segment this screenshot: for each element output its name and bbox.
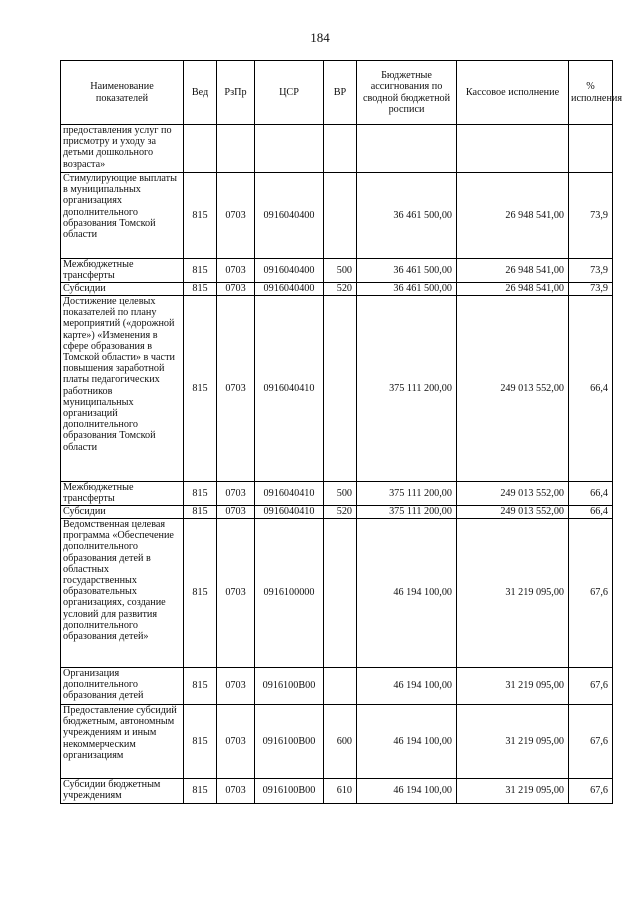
table-row bbox=[61, 506, 613, 519]
row-assignments: 46 194 100,00 bbox=[357, 668, 457, 705]
row-rzpr: 0703 bbox=[217, 506, 255, 519]
row-assignments: 36 461 500,00 bbox=[357, 173, 457, 259]
row-csr: 0916040410 bbox=[255, 482, 324, 506]
row-ved: 815 bbox=[184, 482, 217, 506]
row-percent: 66,4 bbox=[569, 506, 613, 519]
row-cash: 26 948 541,00 bbox=[457, 283, 569, 296]
row-vr: 500 bbox=[324, 259, 357, 283]
row-name: Ведомственная целевая программа «Обеспечение дополнительного образования детей в областных государственных образовательных организациях, создание условий для развития дополнительного образования детей» bbox=[61, 519, 184, 668]
table-row bbox=[61, 296, 613, 482]
header-name: Наименование показателей bbox=[61, 61, 184, 125]
row-csr bbox=[255, 125, 324, 173]
row-ved: 815 bbox=[184, 173, 217, 259]
row-rzpr bbox=[217, 125, 255, 173]
header-cash-execution: Кассовое исполнение bbox=[457, 61, 569, 125]
row-rzpr: 0703 bbox=[217, 705, 255, 779]
row-ved: 815 bbox=[184, 779, 217, 804]
header-percent: % исполнения bbox=[569, 61, 613, 125]
row-vr bbox=[324, 668, 357, 705]
row-rzpr: 0703 bbox=[217, 283, 255, 296]
table-row bbox=[61, 705, 613, 779]
row-name: Достижение целевых показателей по плану мероприятий («дорожной карте») «Изменения в сфере образования в Томской области» в части повышения заработной платы педагогических работников муниципальных организаций дополнительного образования Томской области bbox=[61, 296, 184, 482]
table-row bbox=[61, 125, 613, 173]
row-percent: 73,9 bbox=[569, 259, 613, 283]
row-percent: 67,6 bbox=[569, 705, 613, 779]
row-name: Субсидии bbox=[61, 506, 184, 519]
table-row bbox=[61, 668, 613, 705]
row-rzpr: 0703 bbox=[217, 668, 255, 705]
row-csr: 0916100В00 bbox=[255, 668, 324, 705]
row-percent: 67,6 bbox=[569, 519, 613, 668]
header-ved: Вед bbox=[184, 61, 217, 125]
row-percent: 66,4 bbox=[569, 296, 613, 482]
row-csr: 0916040410 bbox=[255, 296, 324, 482]
row-vr: 520 bbox=[324, 283, 357, 296]
row-percent: 67,6 bbox=[569, 668, 613, 705]
row-assignments: 46 194 100,00 bbox=[357, 705, 457, 779]
row-csr: 0916040410 bbox=[255, 506, 324, 519]
row-ved: 815 bbox=[184, 705, 217, 779]
budget-table bbox=[60, 60, 623, 804]
row-rzpr: 0703 bbox=[217, 296, 255, 482]
row-vr bbox=[324, 125, 357, 173]
row-csr: 0916100000 bbox=[255, 519, 324, 668]
row-assignments: 36 461 500,00 bbox=[357, 259, 457, 283]
row-csr: 0916040400 bbox=[255, 259, 324, 283]
row-name: Предоставление субсидий бюджетным, автономным учреждениям и иным некоммерческим организациям bbox=[61, 705, 184, 779]
row-ved: 815 bbox=[184, 283, 217, 296]
row-assignments: 375 111 200,00 bbox=[357, 482, 457, 506]
row-percent: 73,9 bbox=[569, 173, 613, 259]
row-vr: 520 bbox=[324, 506, 357, 519]
row-assignments bbox=[357, 125, 457, 173]
row-vr: 600 bbox=[324, 705, 357, 779]
row-vr bbox=[324, 296, 357, 482]
table-row bbox=[61, 519, 613, 668]
row-rzpr: 0703 bbox=[217, 779, 255, 804]
table-row bbox=[61, 283, 613, 296]
table-row bbox=[61, 482, 613, 506]
row-vr: 610 bbox=[324, 779, 357, 804]
row-rzpr: 0703 bbox=[217, 259, 255, 283]
row-percent: 73,9 bbox=[569, 283, 613, 296]
row-name: Субсидии bbox=[61, 283, 184, 296]
row-rzpr: 0703 bbox=[217, 173, 255, 259]
header-assignments: Бюджетные ассигнования по сводной бюджетной росписи bbox=[357, 61, 457, 125]
row-assignments: 46 194 100,00 bbox=[357, 779, 457, 804]
row-name: Субсидии бюджетным учреждениям bbox=[61, 779, 184, 804]
table-row bbox=[61, 173, 613, 259]
row-name: предоставления услуг по присмотру и уходу за детьми дошкольного возраста» bbox=[61, 125, 184, 173]
row-rzpr: 0703 bbox=[217, 482, 255, 506]
row-ved: 815 bbox=[184, 668, 217, 705]
row-cash: 31 219 095,00 bbox=[457, 779, 569, 804]
row-name: Межбюджетные трансферты bbox=[61, 259, 184, 283]
row-cash: 249 013 552,00 bbox=[457, 506, 569, 519]
row-name: Межбюджетные трансферты bbox=[61, 482, 184, 506]
row-ved bbox=[184, 125, 217, 173]
row-cash bbox=[457, 125, 569, 173]
row-vr bbox=[324, 519, 357, 668]
row-assignments: 46 194 100,00 bbox=[357, 519, 457, 668]
row-ved: 815 bbox=[184, 259, 217, 283]
row-rzpr: 0703 bbox=[217, 519, 255, 668]
row-cash: 26 948 541,00 bbox=[457, 259, 569, 283]
row-ved: 815 bbox=[184, 506, 217, 519]
row-cash: 31 219 095,00 bbox=[457, 519, 569, 668]
row-cash: 249 013 552,00 bbox=[457, 296, 569, 482]
table-row bbox=[61, 779, 613, 804]
row-ved: 815 bbox=[184, 519, 217, 668]
row-percent bbox=[569, 125, 613, 173]
table-header-row bbox=[61, 61, 613, 125]
row-vr: 500 bbox=[324, 482, 357, 506]
row-cash: 249 013 552,00 bbox=[457, 482, 569, 506]
page-number: 184 bbox=[310, 30, 330, 45]
header-rzpr: РзПр bbox=[217, 61, 255, 125]
row-csr: 0916100В00 bbox=[255, 705, 324, 779]
row-vr bbox=[324, 173, 357, 259]
header-csr: ЦСР bbox=[255, 61, 324, 125]
row-name: Стимулирующие выплаты в муниципальных организациях дополнительного образования Томской области bbox=[61, 173, 184, 259]
row-percent: 66,4 bbox=[569, 482, 613, 506]
row-ved: 815 bbox=[184, 296, 217, 482]
row-name: Организация дополнительного образования детей bbox=[61, 668, 184, 705]
row-cash: 26 948 541,00 bbox=[457, 173, 569, 259]
row-percent: 67,6 bbox=[569, 779, 613, 804]
row-csr: 0916040400 bbox=[255, 173, 324, 259]
row-assignments: 375 111 200,00 bbox=[357, 506, 457, 519]
row-cash: 31 219 095,00 bbox=[457, 705, 569, 779]
header-vr: ВР bbox=[324, 61, 357, 125]
row-csr: 0916040400 bbox=[255, 283, 324, 296]
row-csr: 0916100В00 bbox=[255, 779, 324, 804]
row-assignments: 375 111 200,00 bbox=[357, 296, 457, 482]
table-row bbox=[61, 259, 613, 283]
row-cash: 31 219 095,00 bbox=[457, 668, 569, 705]
row-assignments: 36 461 500,00 bbox=[357, 283, 457, 296]
